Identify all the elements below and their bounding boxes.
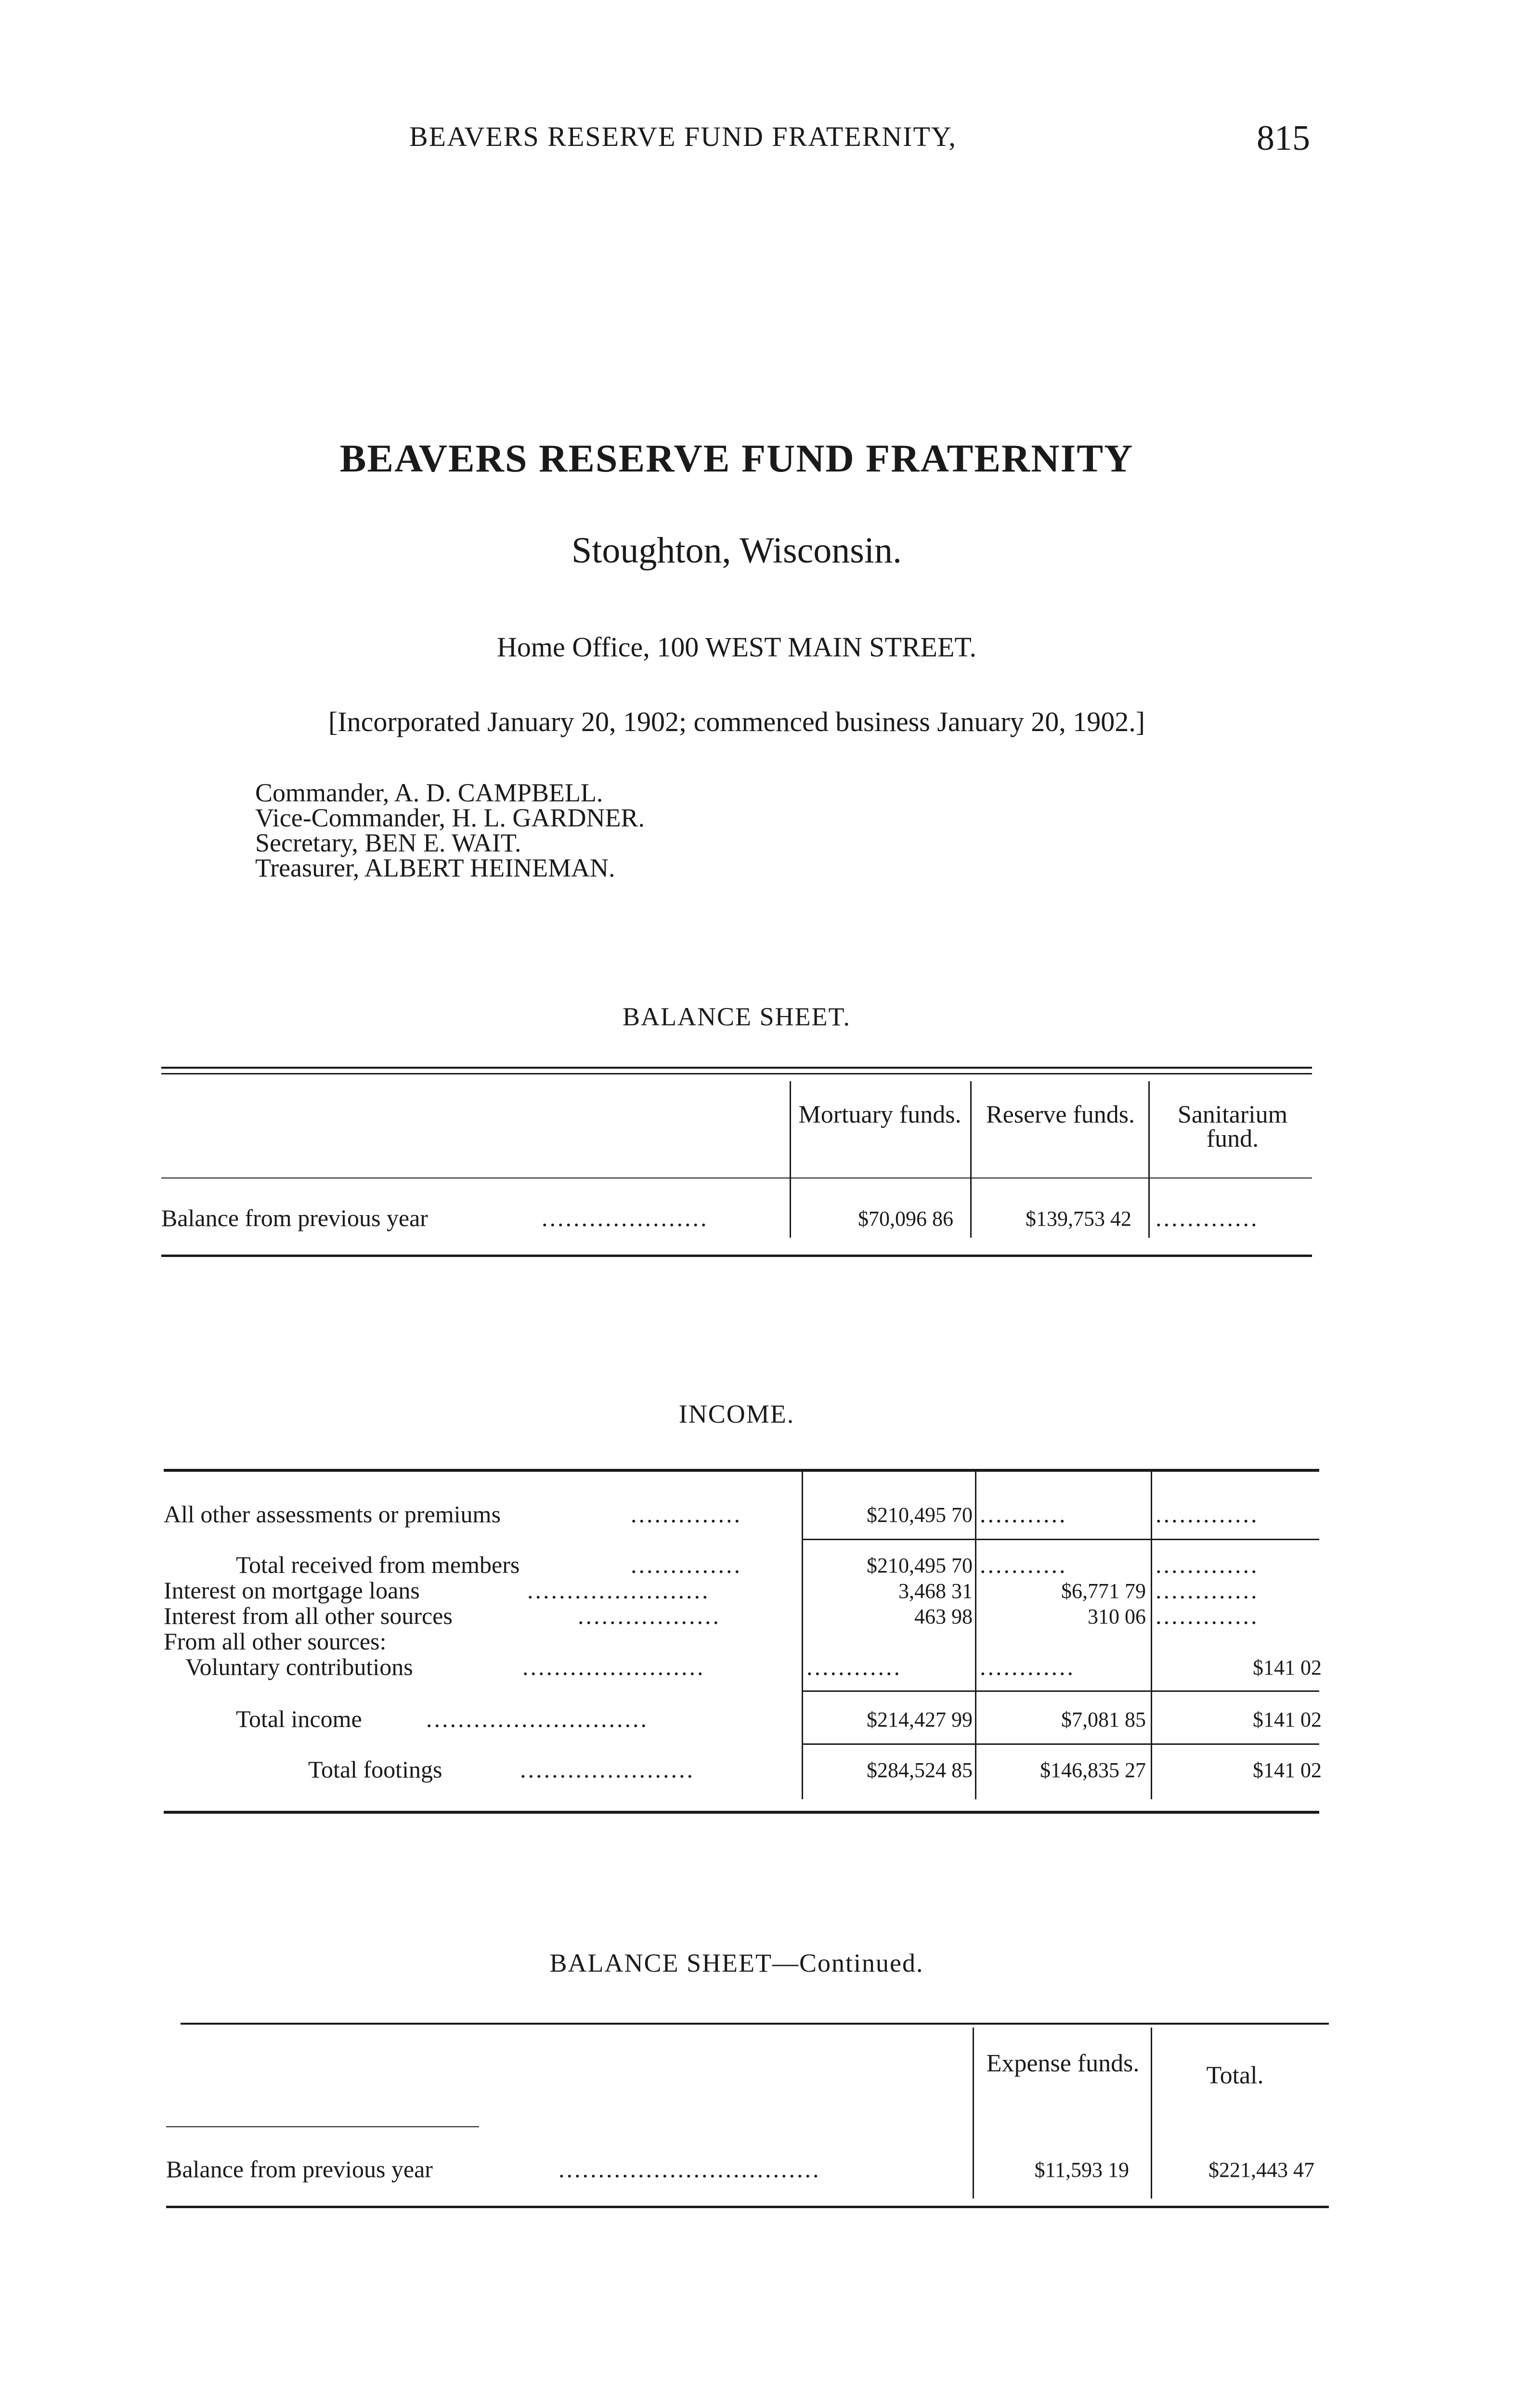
income-row-label: Interest on mortgage loans <box>164 1577 420 1604</box>
continued-expense-value: $11,593 19 <box>1034 2158 1129 2182</box>
balance-sheet-title: BALANCE SHEET. <box>623 1002 851 1031</box>
income-row-label: From all other sources: <box>164 1628 387 1655</box>
col-sanitarium-fund: Sanitarium fund. <box>1177 1101 1288 1152</box>
income-row-value: $210,495 70 <box>867 1554 973 1577</box>
home-office: Home Office, 100 WEST MAIN STREET. <box>496 631 977 663</box>
balance-reserve-value: $139,753 42 <box>1026 1207 1131 1230</box>
income-row-label: Total income <box>236 1705 362 1732</box>
col-mortuary-funds: Mortuary funds. <box>798 1101 961 1128</box>
income-row-value: $141 02 <box>1253 1708 1322 1731</box>
col-expense-funds: Expense funds. <box>986 2050 1140 2077</box>
income-row-label: Interest from all other sources <box>164 1602 453 1629</box>
balance-row-label: Balance from previous year <box>161 1204 428 1231</box>
income-row-label: Total footings <box>308 1756 442 1783</box>
income-row-value: 463 98 <box>914 1605 973 1628</box>
balance-mortuary-value: $70,096 86 <box>858 1207 953 1230</box>
income-row-value: $7,081 85 <box>1061 1708 1146 1731</box>
officer-treasurer: Treasurer, ALBERT HEINEMAN. <box>255 853 615 882</box>
income-row-value: 3,468 31 <box>898 1579 973 1603</box>
incorporation-note: [Incorporated January 20, 1902; commenced business January 20, 1902.] <box>328 706 1145 737</box>
income-row-value: $210,495 70 <box>867 1503 973 1527</box>
officers-list <box>255 780 645 880</box>
income-row-value: 310 06 <box>1088 1605 1146 1628</box>
income-row-label: Total received from members <box>236 1551 520 1578</box>
continued-total-value: $221,443 47 <box>1208 2158 1314 2182</box>
col-reserve-funds: Reserve funds. <box>986 1101 1135 1128</box>
officer-commander: Commander, A. D. CAMPBELL. <box>255 778 603 807</box>
income-row-value: $214,427 99 <box>867 1708 973 1731</box>
income-row-value: $284,524 85 <box>867 1758 973 1782</box>
income-row-value: $146,835 27 <box>1040 1758 1146 1782</box>
income-title: INCOME. <box>678 1400 795 1428</box>
income-row-label: Voluntary contributions <box>185 1653 413 1680</box>
location: Stoughton, Wisconsin. <box>572 530 902 571</box>
continued-row-label: Balance from previous year <box>166 2156 433 2183</box>
income-row-value: $141 02 <box>1253 1656 1322 1679</box>
col-total: Total. <box>1206 2062 1264 2089</box>
income-row-value: $141 02 <box>1253 1758 1322 1782</box>
balance-sheet-continued-title: BALANCE SHEET—Continued. <box>549 1949 924 1977</box>
income-row-label: All other assessments or premiums <box>164 1501 501 1528</box>
page-number: 815 <box>1257 118 1310 158</box>
income-row-value: $6,771 79 <box>1061 1579 1146 1603</box>
running-head: BEAVERS RESERVE FUND FRATERNITY, <box>409 121 957 152</box>
page-title: BEAVERS RESERVE FUND FRATERNITY <box>339 436 1134 480</box>
officer-secretary: Secretary, BEN E. WAIT. <box>255 828 521 857</box>
officer-vice-commander: Vice-Commander, H. L. GARDNER. <box>255 803 645 832</box>
